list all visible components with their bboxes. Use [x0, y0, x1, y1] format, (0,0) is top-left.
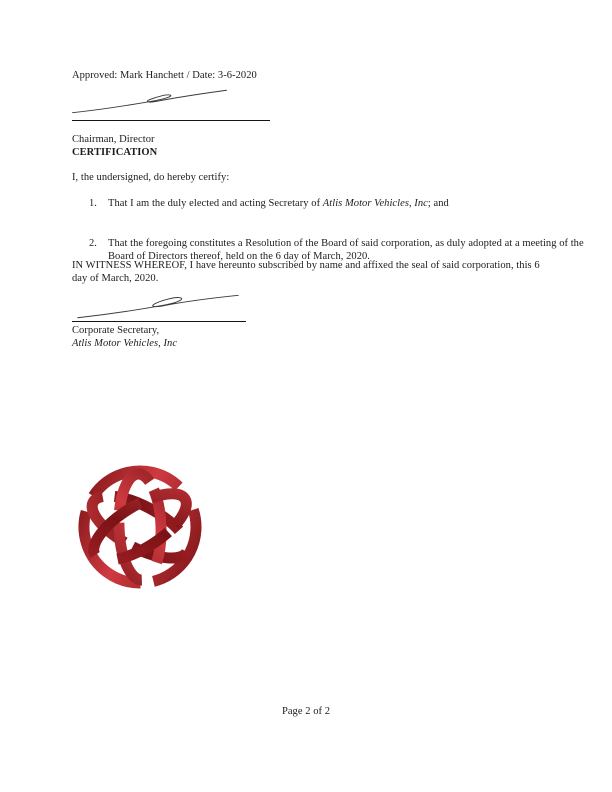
approval-line: Approved: Mark Hanchett / Date: 3-6-2020	[72, 70, 257, 81]
logo-knot-ribbons	[77, 464, 203, 590]
list-item-text: That I am the duly elected and acting Secretary of	[108, 198, 323, 209]
section-heading: CERTIFICATION	[72, 147, 158, 158]
secretary-signature-line	[72, 321, 246, 322]
secretary-signature	[70, 293, 246, 321]
chairman-signature-line	[72, 120, 270, 121]
secretary-company-name: Atlis Motor Vehicles, Inc	[72, 338, 178, 349]
chairman-signature	[66, 87, 234, 115]
list-item	[72, 197, 586, 210]
witness-clause: IN WITNESS WHEREOF, I have hereunto subscribed by name and affixed the seal of said corporation, this 6 day of March, 2020.	[72, 260, 540, 284]
atlis-motor-vehicles-logo	[77, 464, 203, 590]
company-name-italic: Atlis Motor Vehicles, Inc	[322, 198, 428, 209]
chairman-title: Chairman, Director	[72, 134, 155, 145]
list-item-number: 1.	[89, 198, 97, 209]
certify-intro: I, the undersigned, do hereby certify:	[72, 172, 230, 183]
page-number: Page 2 of 2	[281, 706, 331, 717]
list-item-text: That the foregoing constitutes a Resolution of the Board of said corporation, as duly adopted at a meeting of the Board of Directors thereof, held on the 6 day of March, 2020.	[108, 238, 584, 262]
list-item-number: 2.	[89, 238, 97, 249]
list-item-text-after: ; and	[427, 198, 449, 209]
secretary-title: Corporate Secretary,	[72, 325, 160, 336]
